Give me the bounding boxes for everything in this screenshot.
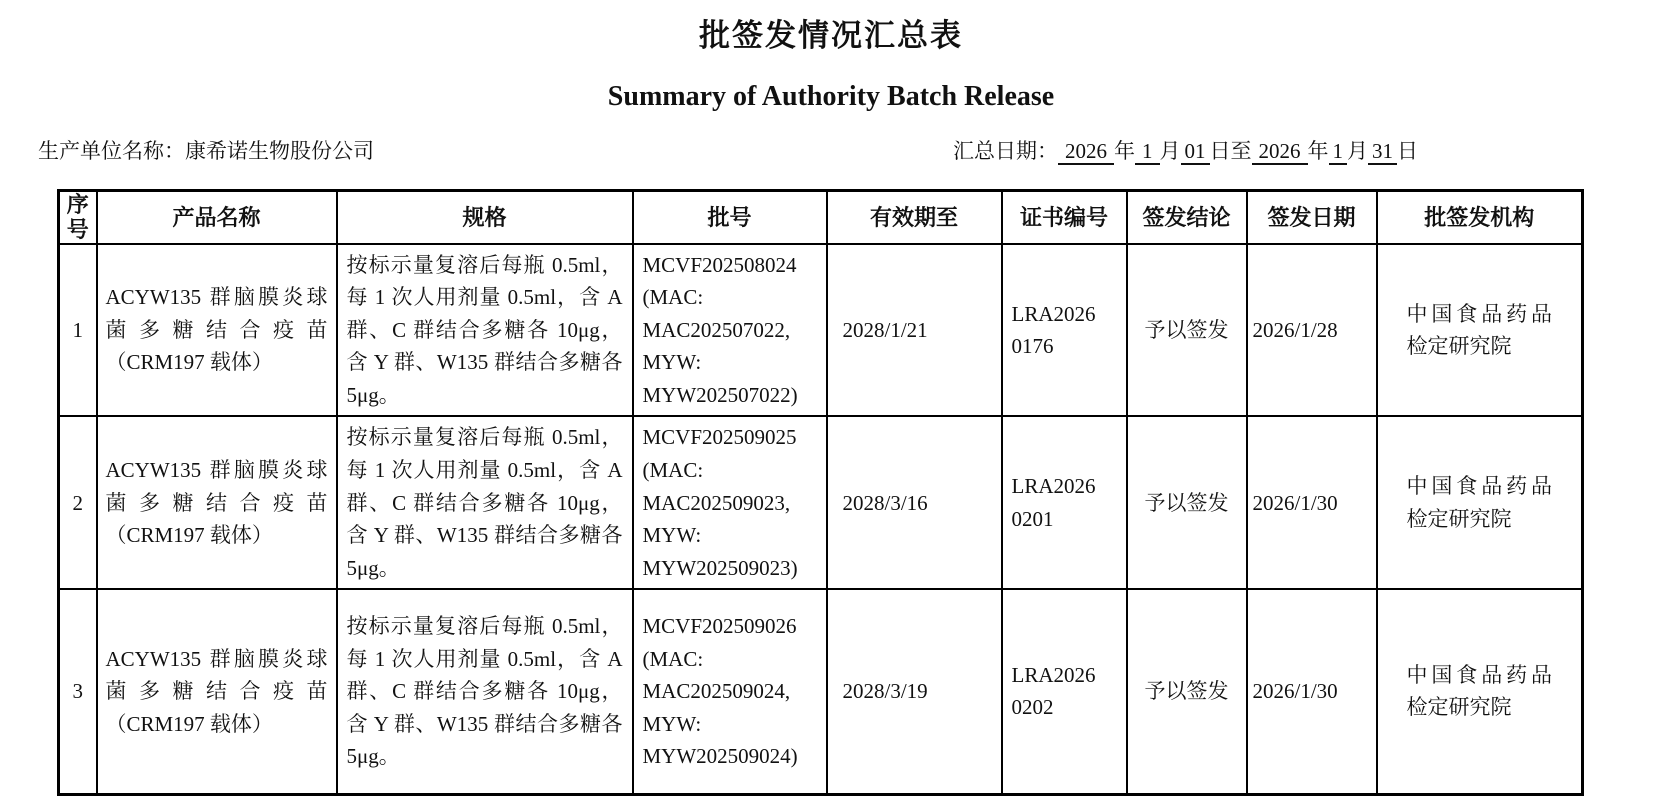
- col-cert-no: 证书编号: [1002, 191, 1127, 244]
- table-row: [59, 244, 1583, 417]
- col-institution: 批签发机构: [1377, 191, 1583, 244]
- col-product: 产品名称: [97, 191, 337, 244]
- cell-cert-no: LRA20260201: [1002, 416, 1127, 589]
- unit-year: 年: [1114, 139, 1135, 163]
- col-valid-until: 有效期至: [827, 191, 1002, 244]
- producer-line: [38, 135, 374, 165]
- cell-spec: 按标示量复溶后每瓶 0.5ml，每 1 次人用剂量 0.5ml，含 A 群、C 群结合多糖各 10μg，含 Y 群、W135 群结合多糖各 5μg。: [337, 589, 633, 794]
- cell-batch-no: MCVF202509025 (MAC: MAC202509023, MYW: MYW202509023): [633, 416, 827, 589]
- col-batch: 批号: [633, 191, 827, 244]
- period-label: 汇总日期：: [953, 139, 1058, 163]
- cell-product: ACYW135 群脑膜炎球菌多糖结合疫苗（CRM197 载体）: [97, 244, 337, 417]
- cell-release-date: 2026/1/30: [1247, 416, 1377, 589]
- cell-cert-no: LRA20260202: [1002, 589, 1127, 794]
- cell-no: 3: [59, 589, 97, 794]
- batch-release-table: [57, 189, 1584, 796]
- unit-month: 月: [1159, 139, 1181, 163]
- unit-day: 日: [1397, 139, 1418, 163]
- cell-institution: 中国食品药品检定研究院: [1377, 416, 1583, 589]
- cell-valid-until: 2028/3/16: [827, 416, 1002, 589]
- period-to-year: 2026: [1252, 140, 1308, 165]
- cell-product: ACYW135 群脑膜炎球菌多糖结合疫苗（CRM197 载体）: [97, 416, 337, 589]
- cell-batch-no: MCVF202509026 (MAC: MAC202509024, MYW: MYW202509024): [633, 589, 827, 794]
- cell-institution: 中国食品药品检定研究院: [1377, 244, 1583, 417]
- col-spec: 规格: [337, 191, 633, 244]
- col-no: 序号: [59, 191, 97, 244]
- period-to-day: 31: [1368, 140, 1397, 165]
- cell-release-date: 2026/1/30: [1247, 589, 1377, 794]
- cell-cert-no: LRA20260176: [1002, 244, 1127, 417]
- cell-no: 2: [59, 416, 97, 589]
- page-subtitle: Summary of Authority Batch Release: [607, 81, 1055, 112]
- cell-no: 1: [59, 244, 97, 417]
- cell-conclusion: 予以签发: [1127, 589, 1247, 794]
- producer-label: 生产单位名称：: [38, 139, 185, 163]
- table-row: [59, 589, 1583, 794]
- col-release-date: 签发日期: [1247, 191, 1377, 244]
- page-title: 批签发情况汇总表: [699, 18, 963, 53]
- meta-row: [0, 135, 1662, 165]
- cell-institution: 中国食品药品检定研究院: [1377, 589, 1583, 794]
- cell-spec: 按标示量复溶后每瓶 0.5ml，每 1 次人用剂量 0.5ml，含 A 群、C 群结合多糖各 10μg，含 Y 群、W135 群结合多糖各 5μg。: [337, 416, 633, 589]
- cell-valid-until: 2028/3/19: [827, 589, 1002, 794]
- table-row: [59, 416, 1583, 589]
- period-to-month: 1: [1329, 140, 1348, 165]
- unit-month: 月: [1347, 139, 1368, 163]
- period-from-year: 2026: [1058, 140, 1114, 165]
- document: [0, 10, 1662, 798]
- period-line: [953, 135, 1418, 165]
- period-from-day: 01: [1181, 140, 1210, 165]
- cell-product: ACYW135 群脑膜炎球菌多糖结合疫苗（CRM197 载体）: [97, 589, 337, 794]
- cell-conclusion: 予以签发: [1127, 244, 1247, 417]
- cell-valid-until: 2028/1/21: [827, 244, 1002, 417]
- cell-spec: 按标示量复溶后每瓶 0.5ml，每 1 次人用剂量 0.5ml，含 A 群、C 群结合多糖各 10μg，含 Y 群、W135 群结合多糖各 5μg。: [337, 244, 633, 417]
- cell-release-date: 2026/1/28: [1247, 244, 1377, 417]
- period-from-month: 1: [1135, 140, 1160, 165]
- cell-batch-no: MCVF202508024 (MAC: MAC202507022, MYW: MYW202507022): [633, 244, 827, 417]
- col-conclusion: 签发结论: [1127, 191, 1247, 244]
- producer-name: 康希诺生物股份公司: [185, 139, 374, 163]
- unit-day-to: 日至: [1209, 139, 1252, 163]
- unit-year: 年: [1307, 139, 1329, 163]
- cell-conclusion: 予以签发: [1127, 416, 1247, 589]
- header-row: [59, 191, 1583, 244]
